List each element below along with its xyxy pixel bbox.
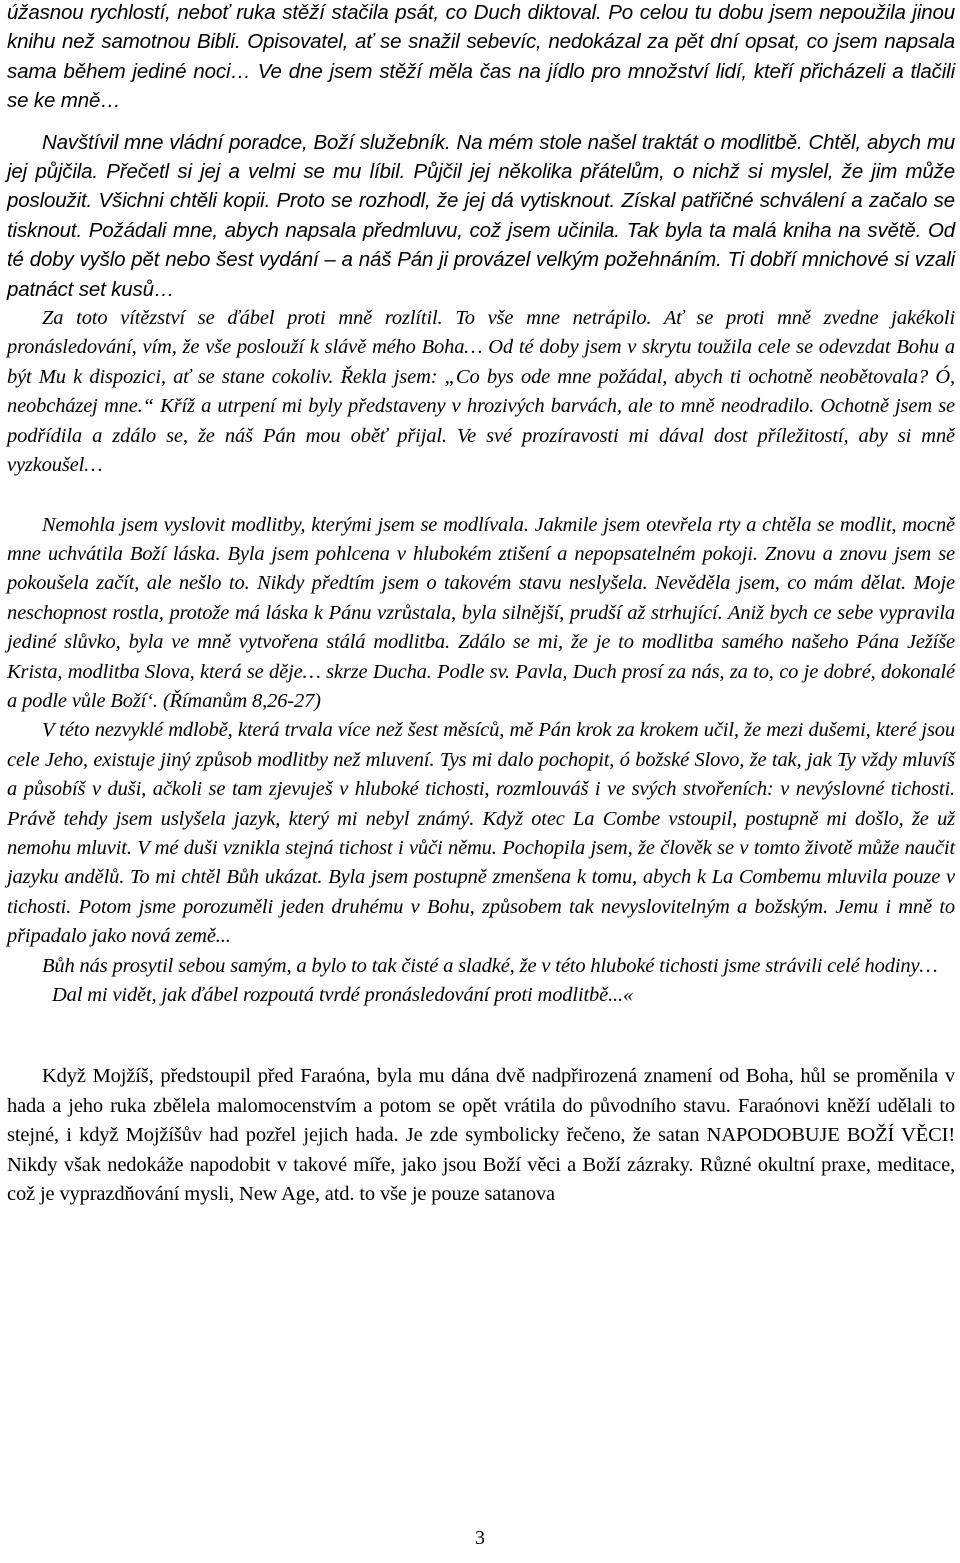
quote-paragraph-6: Bůh nás prosytil sebou samým, a bylo to tak čisté a sladké, že v této hluboké tichosti jsme strávili celé hodiny…: [42, 954, 938, 977]
quote-paragraph-5: V této nezvyklé mdlobě, která trvala více než šest měsíců, mě Pán krok za krokem učil, že mezi dušemi, které jsou cele Jeho, existuje jiný způsob modlitby než mluvení. Tys mi dalo pochopit, ó božské Slovo, že tak, jak Ty vždy mluvíš a působíš v duši, ačkoli se tam zjevuješ v hluboké tichosti, rozmlouváš i ve svých stvořeních: v nevýslovné tichosti. Právě tehdy jsem uslyšela jazyk, který mi nebyl známý. Když otec La Combe vstoupil, postupně mi došlo, že už nemohu mluvit. V mé duši vznikla stejná tichost i vůči němu. Pochopila jsem, že člověk se v tomto životě může naučit jazyku andělů. To mi chtěl Bůh ukázat. Byla jsem postupně zmenšena k tomu, abych k La Combemu mluvila pouze v tichosti. Potom jsme porozuměli jeden druhému v Bohu, způsobem tak nevyslovitelným a božským. Jemu i mně to připadalo jako nová země...: [7, 719, 955, 948]
document-page: [7, 0, 955, 1209]
quote-paragraph-4: Nemohla jsem vyslovit modlitby, kterými jsem se modlívala. Jakmile jsem otevřela rty a chtěla se modlit, mocně mne uchvátila Boží láska. Byla jsem pohlcena v hlubokém ztišení a nepopsatelném pokoji. Znovu a znovu jsem se pokoušela začít, ale nešlo to. Nikdy předtím jsem o takovém stavu neslyšela. Nevěděla jsem, co mám dělat. Moje neschopnost rostla, protože má láska k Pánu vzrůstala, byla silnější, prudší až strhující. Aniž bych ce sebe vypravila jediné slůvko, byla ve mně vytvořena stálá modlitba. Zdálo se mi, že je to modlitba samého našeho Pána Ježíše Krista, modlitba Slova, která se děje… skrze Ducha. Podle sv. Pavla, Duch prosí za nás, za to, co je dobré, dokonalé a podle vůle Boží‘. (Římanům 8,26-27): [7, 513, 955, 712]
page-number: 3: [475, 1527, 485, 1549]
quote-paragraph-3: Za toto vítězství se ďábel proti mně rozlítil. To vše mne netrápilo. Ať se proti mně zvedne jakékoli pronásledování, vím, že vše poslouží k slávě mého Boha… Od té doby jsem v skrytu toužila cele se odevzdat Bohu a být Mu k dispozici, ať se stane cokoliv. Řekla jsem: „Co bys ode mne požádal, abych ti ochotně neobětovala? Ó, neobcházej mne.“ Kříž a utrpení mi byly představeny v hrozivých barvách, ale to mně neodradilo. Ochotně jsem se podřídila a zdálo se, že náš Pán mou oběť přijal. Ve své prozíravosti mi dával dost příležitostí, aby si mně vyzkoušel…: [7, 307, 955, 477]
quote-paragraph-7: Dal mi vidět, jak ďábel rozpoutá tvrdé pronásledování proti modlitbě...«: [52, 984, 634, 1006]
quote-paragraph-2: Navštívil mne vládní poradce, Boží služebník. Na mém stole našel traktát o modlitbě. Chtěl, abych mu jej půjčila. Přečetl si jej a velmi se mu líbil. Půjčil jej několika přátelům, o nichž si myslel, že jim může posloužit. Všichni chtěli kopii. Proto se rozhodl, že jej dá vytisknout. Získal patřičné schválení a začalo se tisknout. Požádali mne, abych napsala předmluvu, což jsem učinila. Tak byla ta malá kniha na světě. Od té doby vyšlo pět nebo šest vydání – a náš Pán ji provázel velkým požehnáním. Ti dobří mnichové si vzali patnáct set kusů…: [7, 130, 955, 301]
quote-paragraph-1: úžasnou rychlostí, neboť ruka stěží stačila psát, co Duch diktoval. Po celou tu dobu jsem nepoužila jinou knihu než samotnou Bibli. Opisovatel, ať se snažil sebevíc, nedokázal za pět dní opsat, co jsem napsala sama během jediné noci… Ve dne jsem stěží měla čas na jídlo pro množství lidí, kteří přicházeli a tlačili se ke mně…: [7, 1, 955, 113]
body-paragraph: Když Mojžíš, předstoupil před Faraóna, byla mu dána dvě nadpřirozená znamení od Boha, hůl se proměnila v hada a jeho ruka zbělela malomocenstvím a potom se opět vrátila do původního stavu. Faraónovi kněží udělali to stejné, i když Mojžíšův had pozřel jejich hada. Je zde symbolicky řečeno, že satan NAPODOBUJE BOŽÍ VĚCI! Nikdy však nedokáže napodobit v takové míře, jako jsou Boží věci a Boží zázraky. Různé okultní praxe, meditace, což je vyprazdňování mysli, New Age, atd. to vše je pouze satanova: [7, 1065, 955, 1206]
